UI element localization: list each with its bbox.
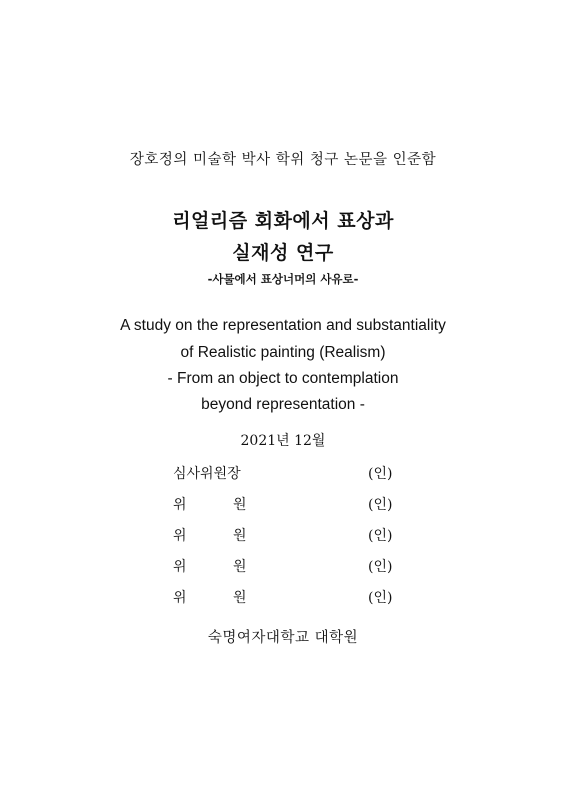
approval-statement: 장호정의 미술학 박사 학위 청구 논문을 인준함 [129, 152, 437, 168]
committee-role-char-2: 원 [233, 559, 247, 575]
committee-role-char-2: 원 [233, 528, 247, 544]
committee-chair-row [0, 463, 566, 487]
english-title-line-3: - From an object to contemplation [167, 370, 399, 387]
seal-mark: (인) [368, 590, 393, 606]
korean-title-line-2: 실재성 연구 [232, 242, 334, 264]
committee-role-char-1: 위 [173, 528, 187, 544]
seal-mark: (인) [368, 497, 393, 513]
seal-mark: (인) [368, 559, 393, 575]
english-title-line-4: beyond representation - [201, 396, 365, 413]
submission-date: 2021년 12월 [240, 433, 326, 449]
english-title-line-2: of Realistic painting (Realism) [180, 344, 386, 361]
committee-member-row [0, 587, 566, 611]
korean-subtitle: -사물에서 표상너머의 사유로- [207, 272, 359, 286]
english-title-line-1: A study on the representation and substantiality [120, 317, 446, 334]
korean-title-line-1: 리얼리즘 회화에서 표상과 [172, 210, 394, 232]
committee-role-char-2: 원 [233, 590, 247, 606]
committee-member-row [0, 525, 566, 549]
committee-role-char-1: 위 [173, 559, 187, 575]
committee-role-char-1: 위 [173, 497, 187, 513]
committee-role-char-2: 원 [233, 497, 247, 513]
committee-member-row [0, 494, 566, 518]
seal-mark: (인) [368, 466, 393, 482]
seal-mark: (인) [368, 528, 393, 544]
committee-member-row [0, 556, 566, 580]
university-name: 숙명여자대학교 대학원 [207, 630, 359, 646]
committee-role: 심사위원장 [173, 466, 241, 482]
committee-role-char-1: 위 [173, 590, 187, 606]
